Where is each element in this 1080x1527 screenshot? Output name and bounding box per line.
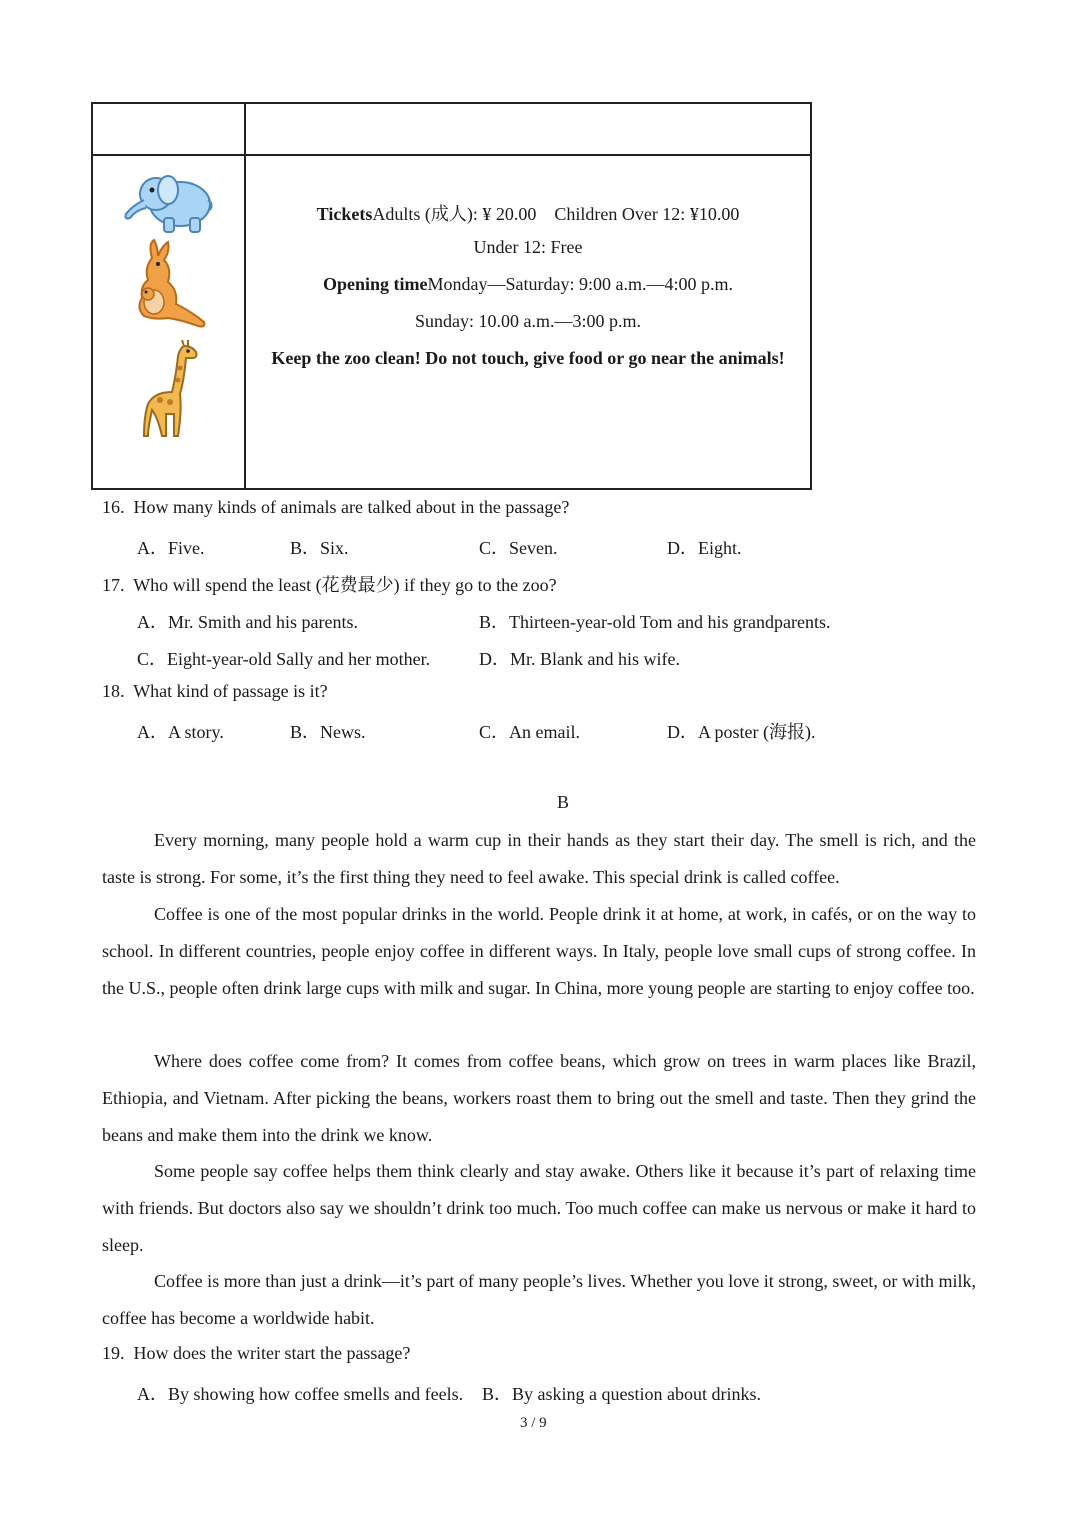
section-b-heading: B [557, 792, 570, 812]
q19-option-b: B．By asking a question about drinks. [482, 1384, 761, 1404]
q16-option-b: B．Six. [290, 538, 349, 558]
q17-option-b: B．Thirteen-year-old Tom and his grandparents. [479, 612, 831, 632]
passage-paragraph-5: Coffee is more than just a drink—it’s part of many people’s lives. Whether you love it strong, sweet, or with milk, coffee has become a worldwide habit. [102, 1271, 976, 1328]
passage-paragraph-1: Every morning, many people hold a warm cup in their hands as they start their day. The smell is rich, and the taste is strong. For some, it’s the first thing they need to feel awake. This special drink is called coffee. [102, 830, 976, 887]
question-18: 18. What kind of passage is it? [102, 681, 328, 701]
q18-option-b: B．News. [290, 722, 366, 742]
q17-option-d: D．Mr. Blank and his wife. [479, 649, 680, 669]
passage-paragraph-4: Some people say coffee helps them think clearly and stay awake. Others like it because it’s part of relaxing time with friends. But doctors also say we shouldn’t drink too much. Too much coffee can make us nervous or make it hard to sleep. [102, 1161, 976, 1255]
q17-option-c: C．Eight-year-old Sally and her mother. [137, 649, 431, 669]
q16-option-d: D．Eight. [667, 538, 742, 558]
opening-time-line: Opening timeMonday—Saturday: 9:00 a.m.—4:00 p.m. [323, 274, 733, 294]
q16-option-a: A．Five. [137, 538, 205, 558]
q18-option-a: A．A story. [137, 722, 224, 742]
q17-option-a: A．Mr. Smith and his parents. [137, 612, 358, 632]
question-19: 19. How does the writer start the passage? [102, 1343, 411, 1363]
tickets-line: TicketsAdults (成人): ¥ 20.00 Children Over 12: ¥10.00 [316, 204, 740, 224]
page-number: 3 / 9 [520, 1415, 547, 1431]
question-17: 17. Who will spend the least (花费最少) if they go to the zoo? [102, 575, 557, 595]
passage-paragraph-2: Coffee is one of the most popular drinks in the world. People drink it at home, at work, in cafés, or on the way to school. In different countries, people enjoy coffee in different ways. In Italy, people love small cups of strong coffee. In the U.S., people often drink large cups with milk and sugar. In China, more young people are starting to enjoy coffee too. [102, 904, 976, 998]
q18-option-c: C．An email. [479, 722, 580, 742]
sunday-line: Sunday: 10.00 a.m.—3:00 p.m. [415, 311, 641, 331]
passage-paragraph-3: Where does coffee come from? It comes from coffee beans, which grow on trees in warm places like Brazil, Ethiopia, and Vietnam. After picking the beans, workers roast them to bring out the smell and taste. Then they grind the beans and make them into the drink we know. [102, 1051, 976, 1145]
zoo-rule: Keep the zoo clean! Do not touch, give food or go near the animals! [271, 348, 785, 368]
under-12-line: Under 12: Free [473, 237, 583, 257]
q18-option-d: D．A poster (海报). [667, 722, 816, 742]
question-16: 16. How many kinds of animals are talked about in the passage? [102, 497, 570, 517]
q19-option-a: A．By showing how coffee smells and feels. [137, 1384, 464, 1404]
giraffe-icon [140, 340, 204, 440]
q16-option-c: C．Seven. [479, 538, 558, 558]
elephant-icon [122, 166, 214, 236]
kangaroo-icon [132, 238, 208, 334]
